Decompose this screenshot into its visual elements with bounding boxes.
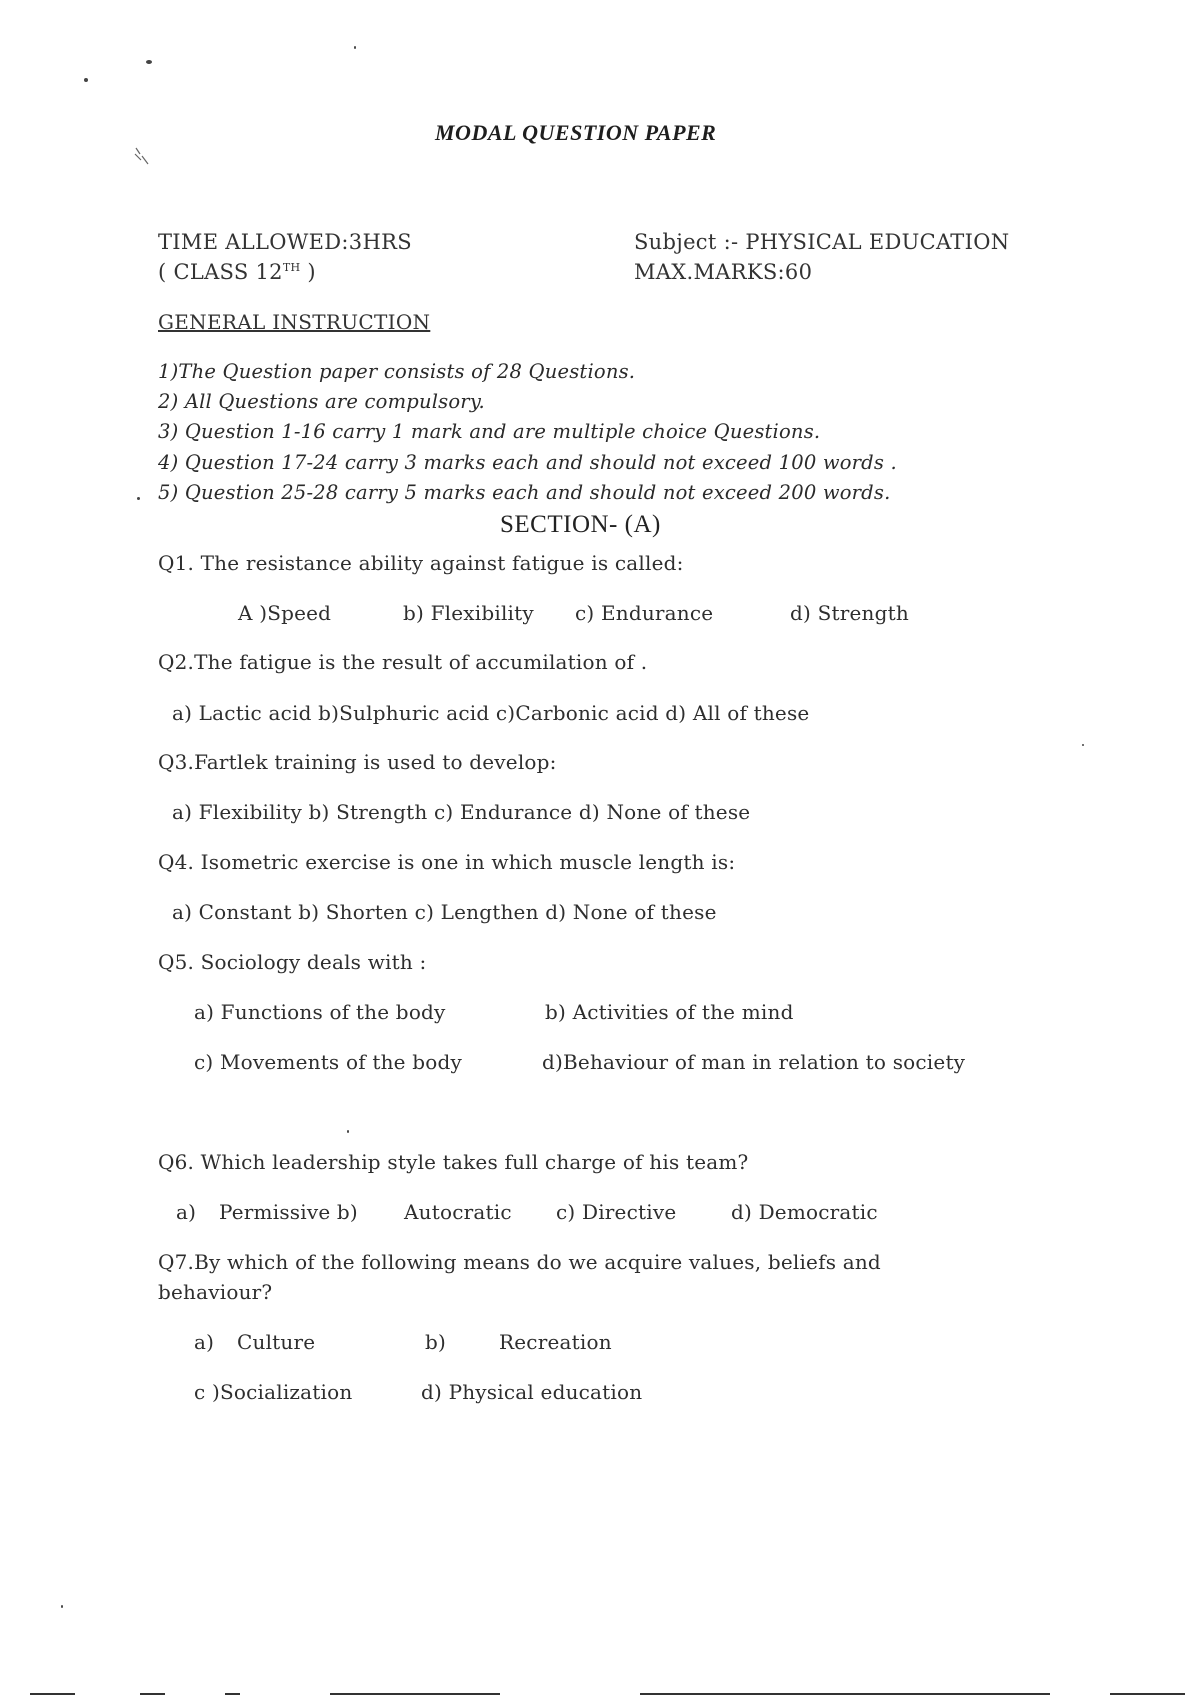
- scan-speck: [146, 60, 152, 64]
- footer-rule: [225, 1693, 240, 1695]
- footer-rule: [140, 1693, 165, 1695]
- instruction-item: 1)The Question paper consists of 28 Questions.: [158, 360, 636, 383]
- q1-option-c: c) Endurance: [575, 601, 714, 625]
- q6-option-c: c) Directive: [556, 1200, 677, 1224]
- q4-options: a) Constant b) Shorten c) Lengthen d) None of these: [172, 900, 717, 924]
- question-7-line-1: Q7.By which of the following means do we acquire values, beliefs and: [158, 1250, 881, 1274]
- q6-option-a: Permissive b): [219, 1200, 358, 1224]
- question-6: Q6. Which leadership style takes full charge of his team?: [158, 1150, 749, 1174]
- q5-option-a: a) Functions of the body: [194, 1000, 446, 1024]
- q7-option-b: Recreation: [499, 1330, 612, 1354]
- section-title: SECTION- (A): [500, 511, 661, 538]
- q3-options: a) Flexibility b) Strength c) Endurance d) None of these: [172, 800, 751, 824]
- q5-option-d: d)Behaviour of man in relation to society: [542, 1050, 966, 1074]
- scan-mark-icon: [132, 146, 152, 168]
- instruction-item: 2) All Questions are compulsory.: [158, 390, 485, 413]
- subject: Subject :- PHYSICAL EDUCATION: [634, 230, 1010, 254]
- question-2: Q2.The fatigue is the result of accumilation of .: [158, 650, 648, 674]
- footer-rule: [640, 1693, 1050, 1695]
- footer-rule: [330, 1693, 500, 1695]
- question-4: Q4. Isometric exercise is one in which muscle length is:: [158, 850, 736, 874]
- scan-speck: [61, 1605, 63, 1608]
- page-title: MODAL QUESTION PAPER: [435, 120, 717, 145]
- q2-options: a) Lactic acid b)Sulphuric acid c)Carbonic acid d) All of these: [172, 701, 810, 725]
- q5-option-c: c) Movements of the body: [194, 1050, 463, 1074]
- q6-option-a-marker: a): [176, 1200, 197, 1224]
- max-marks: MAX.MARKS:60: [634, 260, 813, 284]
- q1-option-b: b) Flexibility: [403, 601, 534, 625]
- scan-speck: [354, 46, 356, 49]
- instruction-item: 3) Question 1-16 carry 1 mark and are multiple choice Questions.: [158, 420, 821, 443]
- q6-option-b: Autocratic: [404, 1200, 512, 1224]
- question-3: Q3.Fartlek training is used to develop:: [158, 750, 557, 774]
- q7-option-a: Culture: [237, 1330, 316, 1354]
- class-label: ( CLASS 12TH ): [158, 260, 316, 284]
- question-7-line-2: behaviour?: [158, 1280, 273, 1304]
- instructions-heading: GENERAL INSTRUCTION: [158, 310, 431, 334]
- q7-option-a-marker: a): [194, 1330, 215, 1354]
- q1-option-a: A )Speed: [238, 601, 332, 625]
- q1-option-d: d) Strength: [790, 601, 909, 625]
- scan-speck: [137, 497, 140, 500]
- instruction-item: 5) Question 25-28 carry 5 marks each and should not exceed 200 words.: [158, 481, 891, 504]
- time-allowed: TIME ALLOWED:3HRS: [158, 230, 412, 254]
- q7-option-c: c )Socialization: [194, 1380, 353, 1404]
- q6-option-d: d) Democratic: [731, 1200, 878, 1224]
- q7-option-b-marker: b): [425, 1330, 447, 1354]
- instruction-item: 4) Question 17-24 carry 3 marks each and should not exceed 100 words .: [158, 451, 897, 474]
- question-1: Q1. The resistance ability against fatigue is called:: [158, 551, 684, 575]
- q5-option-b: b) Activities of the mind: [545, 1000, 794, 1024]
- footer-rule: [1110, 1693, 1185, 1695]
- scan-speck: [1082, 744, 1084, 746]
- scan-speck: [84, 78, 88, 82]
- footer-rule: [30, 1693, 75, 1695]
- question-5: Q5. Sociology deals with :: [158, 950, 427, 974]
- scan-speck: [347, 1130, 349, 1133]
- q7-option-d: d) Physical education: [421, 1380, 643, 1404]
